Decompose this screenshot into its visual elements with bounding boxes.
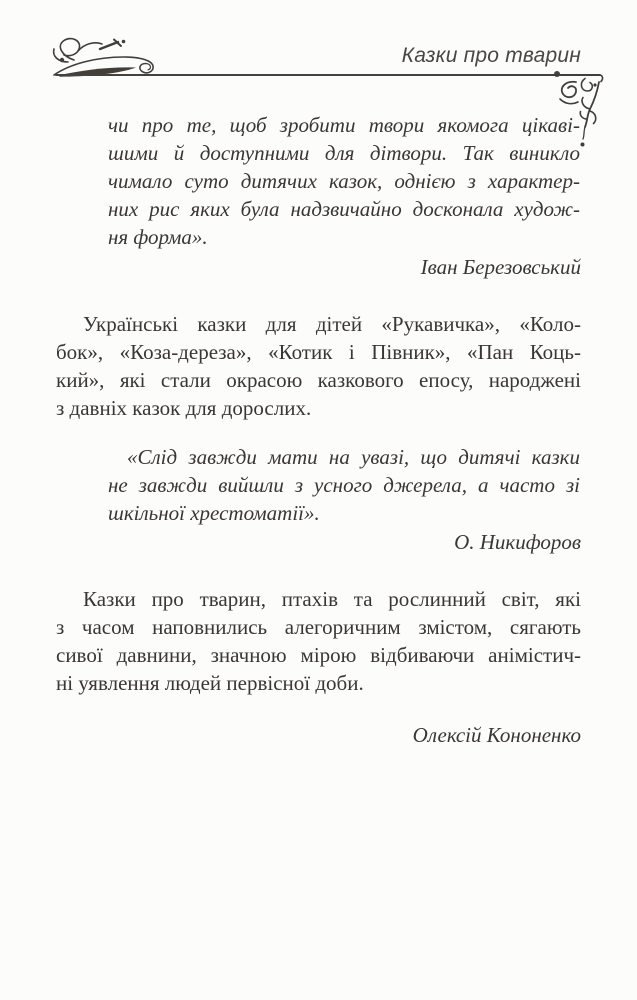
quote-2-line-1: «Слід завжди мати на увазі, що дитячі казки [127,445,580,469]
paragraph-2-line-1: Казки про тварин, птахів та рослинний світ, які [83,587,581,611]
paragraph-2-line-3: сивої давнини, значною мірою відбиваючи анімістич- [56,643,581,667]
quote-1-attribution: Іван Березовський [420,255,581,279]
paragraph-2-line-4: ні уявлення людей первісної доби. [56,671,364,695]
paragraph-2-line-2: з часом наповнились алегоричним змістом, сягають [56,615,581,639]
quote-1-line-1: чи про те, щоб зробити твори якомога цікаві- [108,113,580,137]
paragraph-1 [56,310,581,422]
quote-2-line-2: не завжди вийшли з усного джерела, а часто зі [108,473,580,497]
quote-1-line-4: них рис яких була надзвичайно досконала худож- [108,197,580,221]
quote-1-line-5: ня форма». [108,225,208,249]
header-rule [55,74,601,76]
paragraph-1-line-2: бок», «Коза-дереза», «Котик і Півник», «Пан Коць- [56,340,581,364]
paragraph-1-line-4: з давніх казок для дорослих. [56,396,312,420]
quote-1-line-2: шими й доступними для дітвори. Так виникло [108,141,580,165]
running-title: Казки про тварин [401,44,581,67]
quote-1 [108,111,580,251]
paragraph-1-line-3: кий», які стали окрасою казкового епосу, народжені [56,368,581,392]
header-left-flourish-icon [48,36,170,78]
quote-2 [108,443,580,527]
paragraph-2 [56,585,581,697]
paragraph-2-attribution: Олексій Кононенко [412,723,581,747]
paragraph-1-line-1: Українські казки для дітей «Рукавичка», «Коло- [83,312,581,336]
quote-1-line-3: чимало суто дитячих казок, однією з характер- [108,169,580,193]
quote-2-line-3: шкільної хрестоматії». [108,501,320,525]
quote-2-attribution: О. Никифоров [454,530,581,554]
